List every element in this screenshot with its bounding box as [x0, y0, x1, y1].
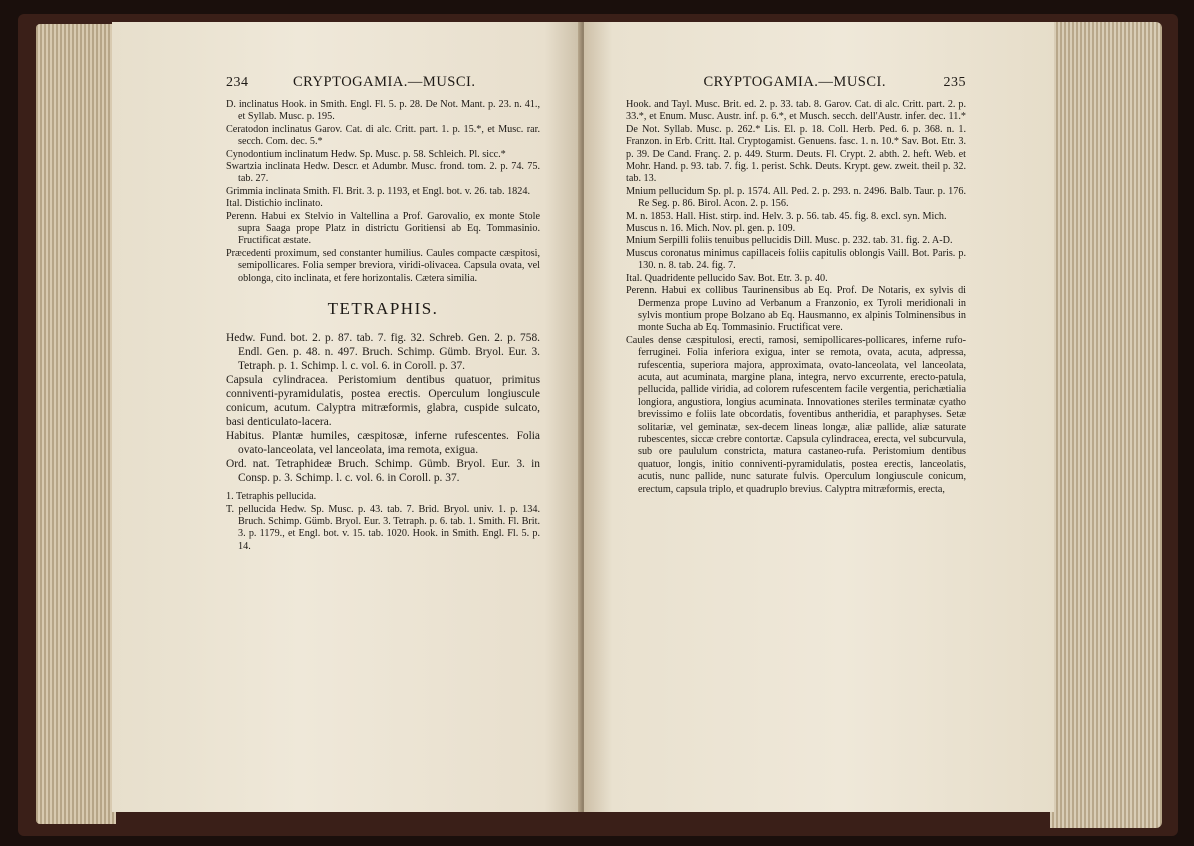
right-header: [626, 74, 966, 91]
synonym-paragraph: Mnium Serpilli foliis tenuibus pellucidis Dill. Musc. p. 232. tab. 31. fig. 2. A-D.: [626, 235, 953, 247]
page-number: 234: [226, 75, 249, 90]
page-number: 235: [943, 75, 966, 90]
perenn-paragraph: Perenn. Habui ex Stelvio in Valtellina a Prof. Garovalio, ex monte Stole supra Saaga prope Platz in districtu Goritiensi ab Eq. Tommasinio. Fructificat æstate.: [226, 210, 540, 247]
synonym-paragraph: Ceratodon inclinatus Garov. Cat. di alc. Critt. part. 1. p. 15.*, et Musc. rar. secch. Com. dec. 5.*: [226, 123, 540, 148]
section-title: TETRAPHIS.: [327, 299, 439, 319]
genus-block: [226, 331, 540, 485]
running-head: CRYPTOGAMIA.—MUSCI.: [703, 74, 886, 90]
synonym-paragraph: Grimmia inclinata Smith. Fl. Brit. 3. p. 1193, et Engl. bot. v. 26. tab. 1824.: [226, 185, 530, 197]
page-edges-left: [36, 24, 116, 824]
running-head: CRYPTOGAMIA.—MUSCI.: [293, 74, 476, 90]
left-header: [226, 74, 540, 91]
habitus: Habitus. Plantæ humiles, cæspitosæ, inferne rufescentes. Folia ovato-lanceolata, vel lanceolata, ima remota, exigua.: [226, 430, 540, 457]
synonym-paragraph: Muscus coronatus minimus capillaceis foliis capitulis oblongis Vaill. Bot. Paris. p. 130. n. 8. tab. 24. fig. 7.: [626, 247, 966, 272]
synonym-paragraph: Cynodontium inclinatum Hedw. Sp. Musc. p. 58. Schleich. Pl. sicc.*: [226, 148, 506, 160]
description-paragraph: Præcedenti proximum, sed constanter humilius. Caules compacte cæspitosi, semipollicares. Folia semper breviora, viridi-olivacea. Capsula ovata, vel oblonga, cito inclinata, et fere horizontalis. Cætera similia.: [226, 247, 540, 284]
synonym-block: [226, 99, 540, 285]
synonym-paragraph: D. inclinatus Hook. in Smith. Engl. Fl. 5. p. 28. De Not. Mant. p. 23. n. 41., et Syllab. Musc. p. 195.: [226, 99, 540, 123]
right-text-column: [626, 74, 966, 496]
ital-line: Ital. Distichio inclinato.: [226, 198, 323, 210]
species-refs: T. pellucida Hedw. Sp. Musc. p. 43. tab. 7. Brid. Bryol. univ. 1. p. 134. Bruch. Schimp. Gümb. Bryol. Eur. 3. Tetraph. p. 6. tab. 1. Smith. Fl. Brit. 3. p. 1179., et Engl. bot. v. 15. tab. 1020. Hook. in Smith. Engl. Fl. 5. p. 14.: [226, 503, 540, 552]
synonym-paragraph: M. n. 1853. Hall. Hist. stirp. ind. Helv. 3. p. 56. tab. 45. fig. 8. excl. syn. Mich.: [626, 210, 947, 222]
species-block: [226, 491, 540, 553]
genus-refs: Hedw. Fund. bot. 2. p. 87. tab. 7. fig. 32. Schreb. Gen. 2. p. 758. Endl. Gen. p. 48. n. 497. Bruch. Schimp. Gümb. Bryol. Eur. 3. Tetraph. p. 1. Schimp. l. c. vol. 6. in Coroll. p. 37.: [226, 332, 540, 373]
synonym-paragraph: Hook. and Tayl. Musc. Brit. ed. 2. p. 33. tab. 8. Garov. Cat. di alc. Critt. part. 2. p. 33.*, et Enum. Musc. Austr. inf. p. 6.*, et Musch. secch. dell'Austr. infer. dec. 11.* De Not. Syllab. Musc. p. 262.* Lis. El. p. 18. Coll. Herb. Ped. 6. p. 368. n. 1. Franzon. in Erb. Critt. Ital. Cryptogamist. Genuens. fasc. 1. n. 10.* Sav. Bot. Etr. 3. p. 39. De Cand. Franç. 2. p. 449. Sturm. Deuts. Fl. Crypt. 2. abth. 2. heft. Web. et Mohr. Hand. p. 93. tab. 7. fig. 1. perist. Schk. Deuts. Krypt. gew. zweit. theil p. 32. tab. 13.: [626, 99, 966, 185]
page-edges-right: [1050, 22, 1162, 828]
ital-line: Ital. Quadridente pellucido Sav. Bot. Etr. 3. p. 40.: [626, 272, 828, 284]
left-text-column: [226, 74, 540, 553]
synonym-paragraph: Mnium pellucidum Sp. pl. p. 1574. All. Ped. 2. p. 293. n. 2496. Balb. Taur. p. 176. Re Seg. p. 86. Birol. Acon. 2. p. 156.: [626, 185, 966, 210]
ord-nat: Ord. nat. Tetraphideæ Bruch. Schimp. Gümb. Bryol. Eur. 3. in Consp. p. 3. Schimp. l. c. vol. 6. in Coroll. p. 37.: [226, 458, 540, 485]
species-heading: 1. Tetraphis pellucida.: [226, 491, 317, 503]
genus-description: Capsula cylindracea. Peristomium dentibus quatuor, primitus conniventi-pyramidulatis, postea erectis. Operculum longiuscule conicum, acutum. Calyptra mitræformis, glabra, cuspide sulcato, basi denticulato-lacera.: [226, 374, 540, 429]
synonym-paragraph: Muscus n. 16. Mich. Nov. pl. gen. p. 109.: [626, 223, 796, 235]
perenn-paragraph: Perenn. Habui ex collibus Taurinensibus ab Eq. Prof. De Notaris, ex sylvis di Dermenza prope Luvino ad Verbanum a Franzonio, ex Tyroli meridionali in sylvis montium prope Bolzano ab Eq. Hausmanno, ex alpinis Tolminensibus in monte Sucha ab Eq. Tommasinio. Fructificat vere.: [626, 285, 966, 334]
left-page: [112, 22, 582, 812]
right-page: [584, 22, 1054, 812]
synonym-block: [626, 99, 966, 496]
synonym-paragraph: Swartzia inclinata Hedw. Descr. et Adumbr. Musc. frond. tom. 2. p. 74. 75. tab. 27.: [226, 161, 540, 185]
description-paragraph: Caules dense cæspitulosi, erecti, ramosi, semipollicares-pollicares, inferne rufo-ferruginei. Folia inferiora exigua, inter se remota, ovata, acuta, adpressa, rufescentia, superiora majora, approximata, ovato-lanceolata, vel lanceolata, acuta, aut acuminata, margine plana, integra, nervo excurrente, erecto-patula, pellucida, pallide viridia, ad colorem rufescentem facile vergentia, perichætialia longiora, angustiora, longius acuminata. Innovationes steriles terminatæ cyatho brevissimo e foliis late obcordatis, foventibus antheridia, et paraphyses. Setæ solitariæ, vel geminatæ, sex-decem lineas longæ, aliæ pallide, aliæ saturate rubescentes, siccæ crebre contortæ. Capsula cylindracea, erecta, vel subcurvula, sub ore paululum constricta, matura castaneo-rufa. Peristomium dentibus quatuor, longis, initio conniventi-pyramidulatis, postea erectis, lanceolatis, acutis, nunc pallide, nunc saturate fulvis. Operculum longiuscule conicum, erectum, capsula triplo, et quadruplo brevius. Calyptra mitræformis, erecta,: [626, 334, 966, 495]
